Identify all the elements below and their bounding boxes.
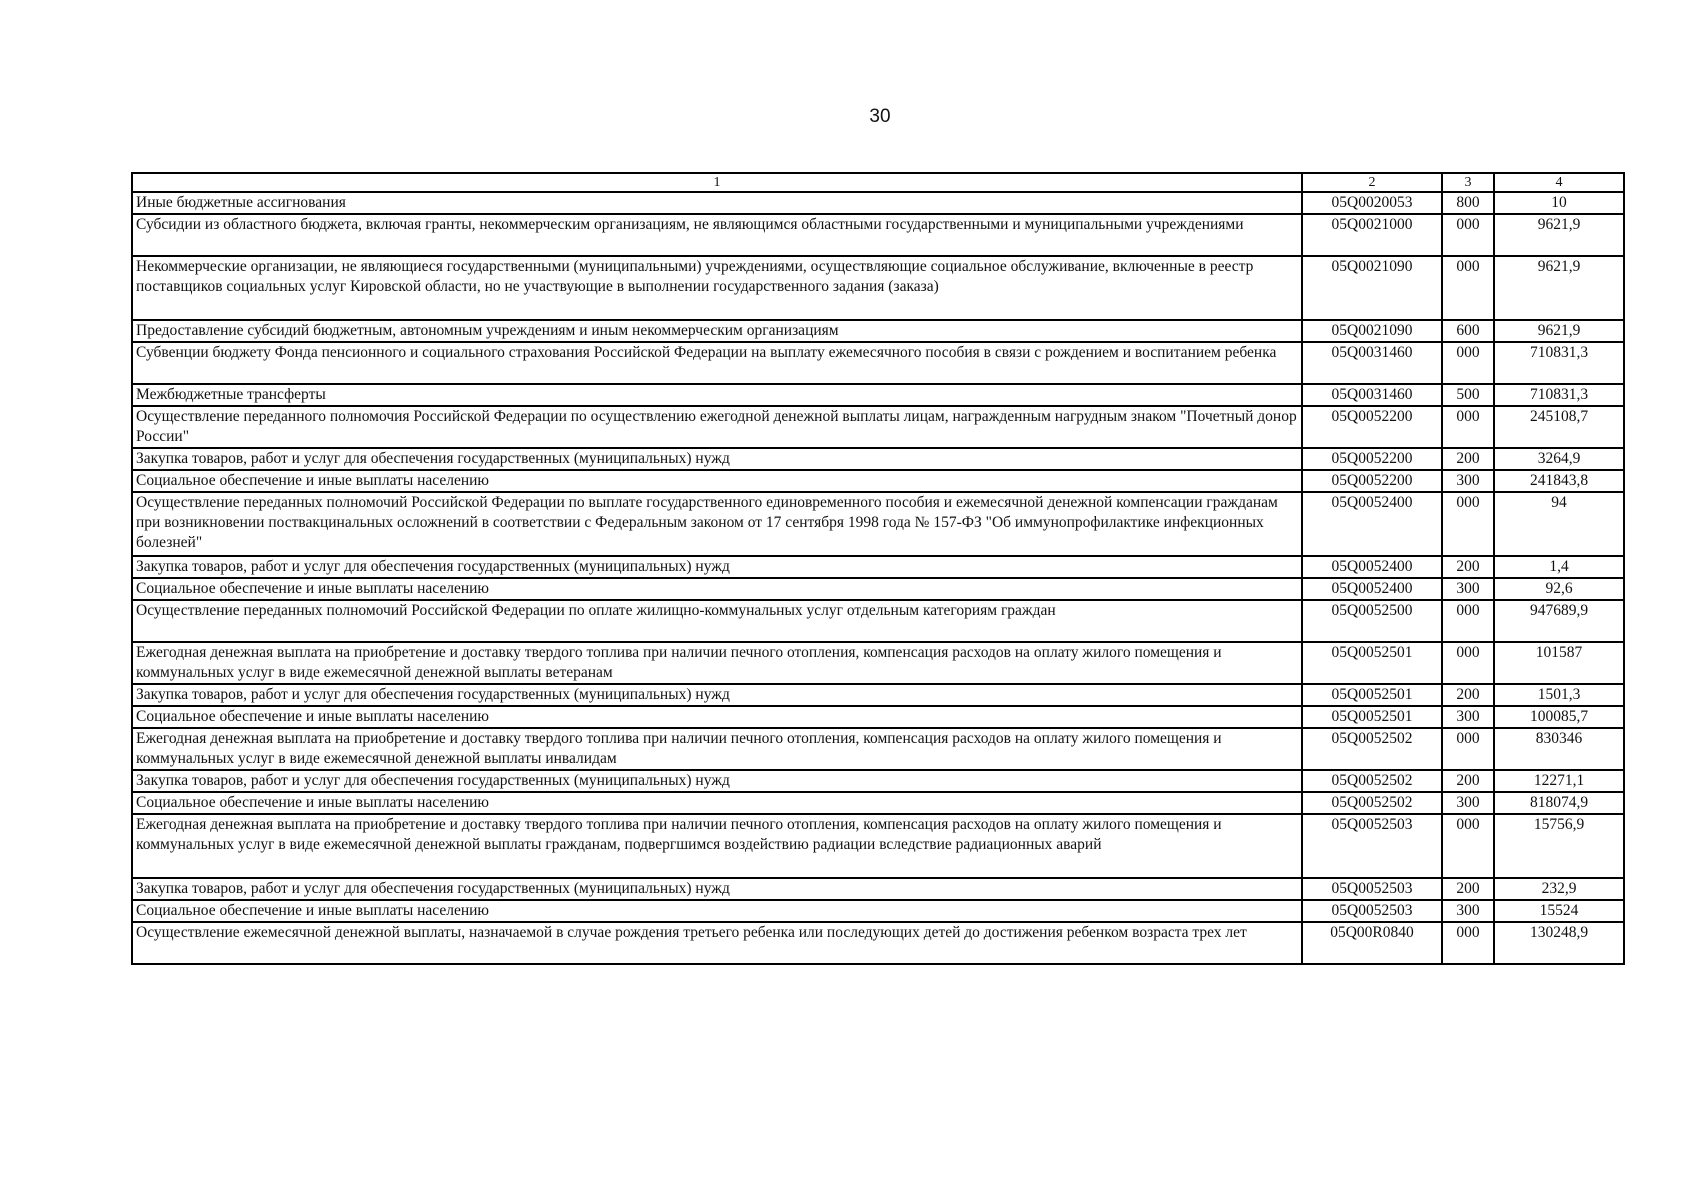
- table-row: [132, 256, 1624, 320]
- row-sum: 947689,9: [1494, 600, 1624, 642]
- row-name: Межбюджетные трансферты: [132, 384, 1302, 406]
- row-sum: 92,6: [1494, 578, 1624, 600]
- row-sum: 15524: [1494, 900, 1624, 922]
- table-row: [132, 878, 1624, 900]
- table-row: [132, 342, 1624, 384]
- row-sum: 12271,1: [1494, 770, 1624, 792]
- column-header-1: 1: [132, 173, 1302, 192]
- row-sum: 15756,9: [1494, 814, 1624, 878]
- row-sum: 100085,7: [1494, 706, 1624, 728]
- row-code: 05Q0052200: [1302, 470, 1442, 492]
- table-row: [132, 600, 1624, 642]
- row-code: 05Q0031460: [1302, 342, 1442, 384]
- row-code: 05Q0052502: [1302, 728, 1442, 770]
- row-code: 05Q0052503: [1302, 878, 1442, 900]
- page-number: 30: [869, 106, 891, 127]
- row-sum: 818074,9: [1494, 792, 1624, 814]
- column-header-2: 2: [1302, 173, 1442, 192]
- row-sum: 232,9: [1494, 878, 1624, 900]
- row-expense-type: 000: [1442, 406, 1494, 448]
- row-name: Социальное обеспечение и иные выплаты населению: [132, 470, 1302, 492]
- row-name: Социальное обеспечение и иные выплаты населению: [132, 706, 1302, 728]
- row-expense-type: 200: [1442, 878, 1494, 900]
- row-expense-type: 200: [1442, 684, 1494, 706]
- column-header-3: 3: [1442, 173, 1494, 192]
- table-row: [132, 706, 1624, 728]
- table-header-row: [132, 173, 1624, 192]
- row-expense-type: 300: [1442, 706, 1494, 728]
- table-row: [132, 556, 1624, 578]
- row-name: Социальное обеспечение и иные выплаты населению: [132, 792, 1302, 814]
- column-header-4: 4: [1494, 173, 1624, 192]
- row-code: 05Q0052400: [1302, 492, 1442, 556]
- row-sum: 710831,3: [1494, 384, 1624, 406]
- row-expense-type: 300: [1442, 578, 1494, 600]
- budget-table: [131, 172, 1625, 965]
- row-sum: 9621,9: [1494, 256, 1624, 320]
- table-row: [132, 792, 1624, 814]
- row-sum: 241843,8: [1494, 470, 1624, 492]
- row-expense-type: 300: [1442, 900, 1494, 922]
- row-name: Субсидии из областного бюджета, включая гранты, некоммерческим организациям, не являющимся областными государственными и муниципальными учреждениями: [132, 214, 1302, 256]
- table-row: [132, 214, 1624, 256]
- row-code: 05Q0021090: [1302, 320, 1442, 342]
- row-name: Предоставление субсидий бюджетным, автономным учреждениям и иным некоммерческим организациям: [132, 320, 1302, 342]
- table-row: [132, 492, 1624, 556]
- row-sum: 1,4: [1494, 556, 1624, 578]
- row-expense-type: 000: [1442, 342, 1494, 384]
- row-name: Закупка товаров, работ и услуг для обеспечения государственных (муниципальных) нужд: [132, 878, 1302, 900]
- table-row: [132, 384, 1624, 406]
- table-row: [132, 922, 1624, 964]
- row-code: 05Q00R0840: [1302, 922, 1442, 964]
- row-expense-type: 600: [1442, 320, 1494, 342]
- row-sum: 9621,9: [1494, 214, 1624, 256]
- row-code: 05Q0052501: [1302, 684, 1442, 706]
- row-expense-type: 800: [1442, 192, 1494, 214]
- row-expense-type: 000: [1442, 642, 1494, 684]
- row-code: 05Q0052200: [1302, 406, 1442, 448]
- row-sum: 245108,7: [1494, 406, 1624, 448]
- row-code: 05Q0031460: [1302, 384, 1442, 406]
- row-expense-type: 200: [1442, 448, 1494, 470]
- row-sum: 710831,3: [1494, 342, 1624, 384]
- row-sum: 94: [1494, 492, 1624, 556]
- row-name: Закупка товаров, работ и услуг для обеспечения государственных (муниципальных) нужд: [132, 770, 1302, 792]
- row-sum: 101587: [1494, 642, 1624, 684]
- row-name: Иные бюджетные ассигнования: [132, 192, 1302, 214]
- row-name: Ежегодная денежная выплата на приобретение и доставку твердого топлива при наличии печного отопления, компенсация расходов на оплату жилого помещения и коммунальных услуг в виде ежемесячной денежной выплаты инвалидам: [132, 728, 1302, 770]
- row-sum: 130248,9: [1494, 922, 1624, 964]
- row-name: Осуществление переданных полномочий Российской Федерации по оплате жилищно-коммунальных услуг отдельным категориям граждан: [132, 600, 1302, 642]
- row-expense-type: 300: [1442, 470, 1494, 492]
- row-name: Социальное обеспечение и иные выплаты населению: [132, 578, 1302, 600]
- table-row: [132, 578, 1624, 600]
- row-code: 05Q0052200: [1302, 448, 1442, 470]
- row-code: 05Q0052503: [1302, 814, 1442, 878]
- row-name: Закупка товаров, работ и услуг для обеспечения государственных (муниципальных) нужд: [132, 448, 1302, 470]
- row-sum: 3264,9: [1494, 448, 1624, 470]
- table-row: [132, 320, 1624, 342]
- row-expense-type: 000: [1442, 814, 1494, 878]
- row-code: 05Q0021000: [1302, 214, 1442, 256]
- row-expense-type: 500: [1442, 384, 1494, 406]
- row-name: Осуществление переданных полномочий Российской Федерации по выплате государственного единовременного пособия и ежемесячной денежной компенсации гражданам при возникновении поствакцинальных осложнений в соответствии с Федеральным законом от 17 сентября 1998 года № 157-ФЗ "Об иммунопрофилактике инфекционных болезней": [132, 492, 1302, 556]
- row-name: Осуществление ежемесячной денежной выплаты, назначаемой в случае рождения третьего ребенка или последующих детей до достижения ребенком возраста трех лет: [132, 922, 1302, 964]
- row-expense-type: 000: [1442, 728, 1494, 770]
- row-sum: 1501,3: [1494, 684, 1624, 706]
- row-expense-type: 300: [1442, 792, 1494, 814]
- table-row: [132, 770, 1624, 792]
- row-code: 05Q0052501: [1302, 706, 1442, 728]
- row-name: Субвенции бюджету Фонда пенсионного и социального страхования Российской Федерации на выплату ежемесячного пособия в связи с рождением и воспитанием ребенка: [132, 342, 1302, 384]
- table-row: [132, 470, 1624, 492]
- row-code: 05Q0052500: [1302, 600, 1442, 642]
- table-row: [132, 684, 1624, 706]
- row-code: 05Q0052503: [1302, 900, 1442, 922]
- table-row: [132, 814, 1624, 878]
- row-name: Социальное обеспечение и иные выплаты населению: [132, 900, 1302, 922]
- row-expense-type: 200: [1442, 770, 1494, 792]
- row-code: 05Q0052400: [1302, 578, 1442, 600]
- table-row: [132, 728, 1624, 770]
- row-name: Некоммерческие организации, не являющиеся государственными (муниципальными) учреждениями, осуществляющие социальное обслуживание, включенные в реестр поставщиков социальных услуг Кировской области, но не участвующие в выполнении государственного задания (заказа): [132, 256, 1302, 320]
- row-name: Ежегодная денежная выплата на приобретение и доставку твердого топлива при наличии печного отопления, компенсация расходов на оплату жилого помещения и коммунальных услуг в виде ежемесячной денежной выплаты ветеранам: [132, 642, 1302, 684]
- row-expense-type: 000: [1442, 600, 1494, 642]
- row-code: 05Q0052400: [1302, 556, 1442, 578]
- row-name: Закупка товаров, работ и услуг для обеспечения государственных (муниципальных) нужд: [132, 684, 1302, 706]
- row-expense-type: 000: [1442, 492, 1494, 556]
- row-code: 05Q0020053: [1302, 192, 1442, 214]
- table-row: [132, 448, 1624, 470]
- row-sum: 10: [1494, 192, 1624, 214]
- row-sum: 830346: [1494, 728, 1624, 770]
- row-code: 05Q0052502: [1302, 792, 1442, 814]
- row-name: Закупка товаров, работ и услуг для обеспечения государственных (муниципальных) нужд: [132, 556, 1302, 578]
- row-code: 05Q0052502: [1302, 770, 1442, 792]
- table-row: [132, 406, 1624, 448]
- row-name: Ежегодная денежная выплата на приобретение и доставку твердого топлива при наличии печного отопления, компенсация расходов на оплату жилого помещения и коммунальных услуг в виде ежемесячной денежной выплаты гражданам, подвергшимся воздействию радиации вследствие радиационных аварий: [132, 814, 1302, 878]
- table-row: [132, 642, 1624, 684]
- row-sum: 9621,9: [1494, 320, 1624, 342]
- row-code: 05Q0021090: [1302, 256, 1442, 320]
- table-row: [132, 192, 1624, 214]
- table-row: [132, 900, 1624, 922]
- row-expense-type: 200: [1442, 556, 1494, 578]
- row-name: Осуществление переданного полномочия Российской Федерации по осуществлению ежегодной денежной выплаты лицам, награжденным нагрудным знаком "Почетный донор России": [132, 406, 1302, 448]
- row-expense-type: 000: [1442, 256, 1494, 320]
- row-expense-type: 000: [1442, 922, 1494, 964]
- row-expense-type: 000: [1442, 214, 1494, 256]
- row-code: 05Q0052501: [1302, 642, 1442, 684]
